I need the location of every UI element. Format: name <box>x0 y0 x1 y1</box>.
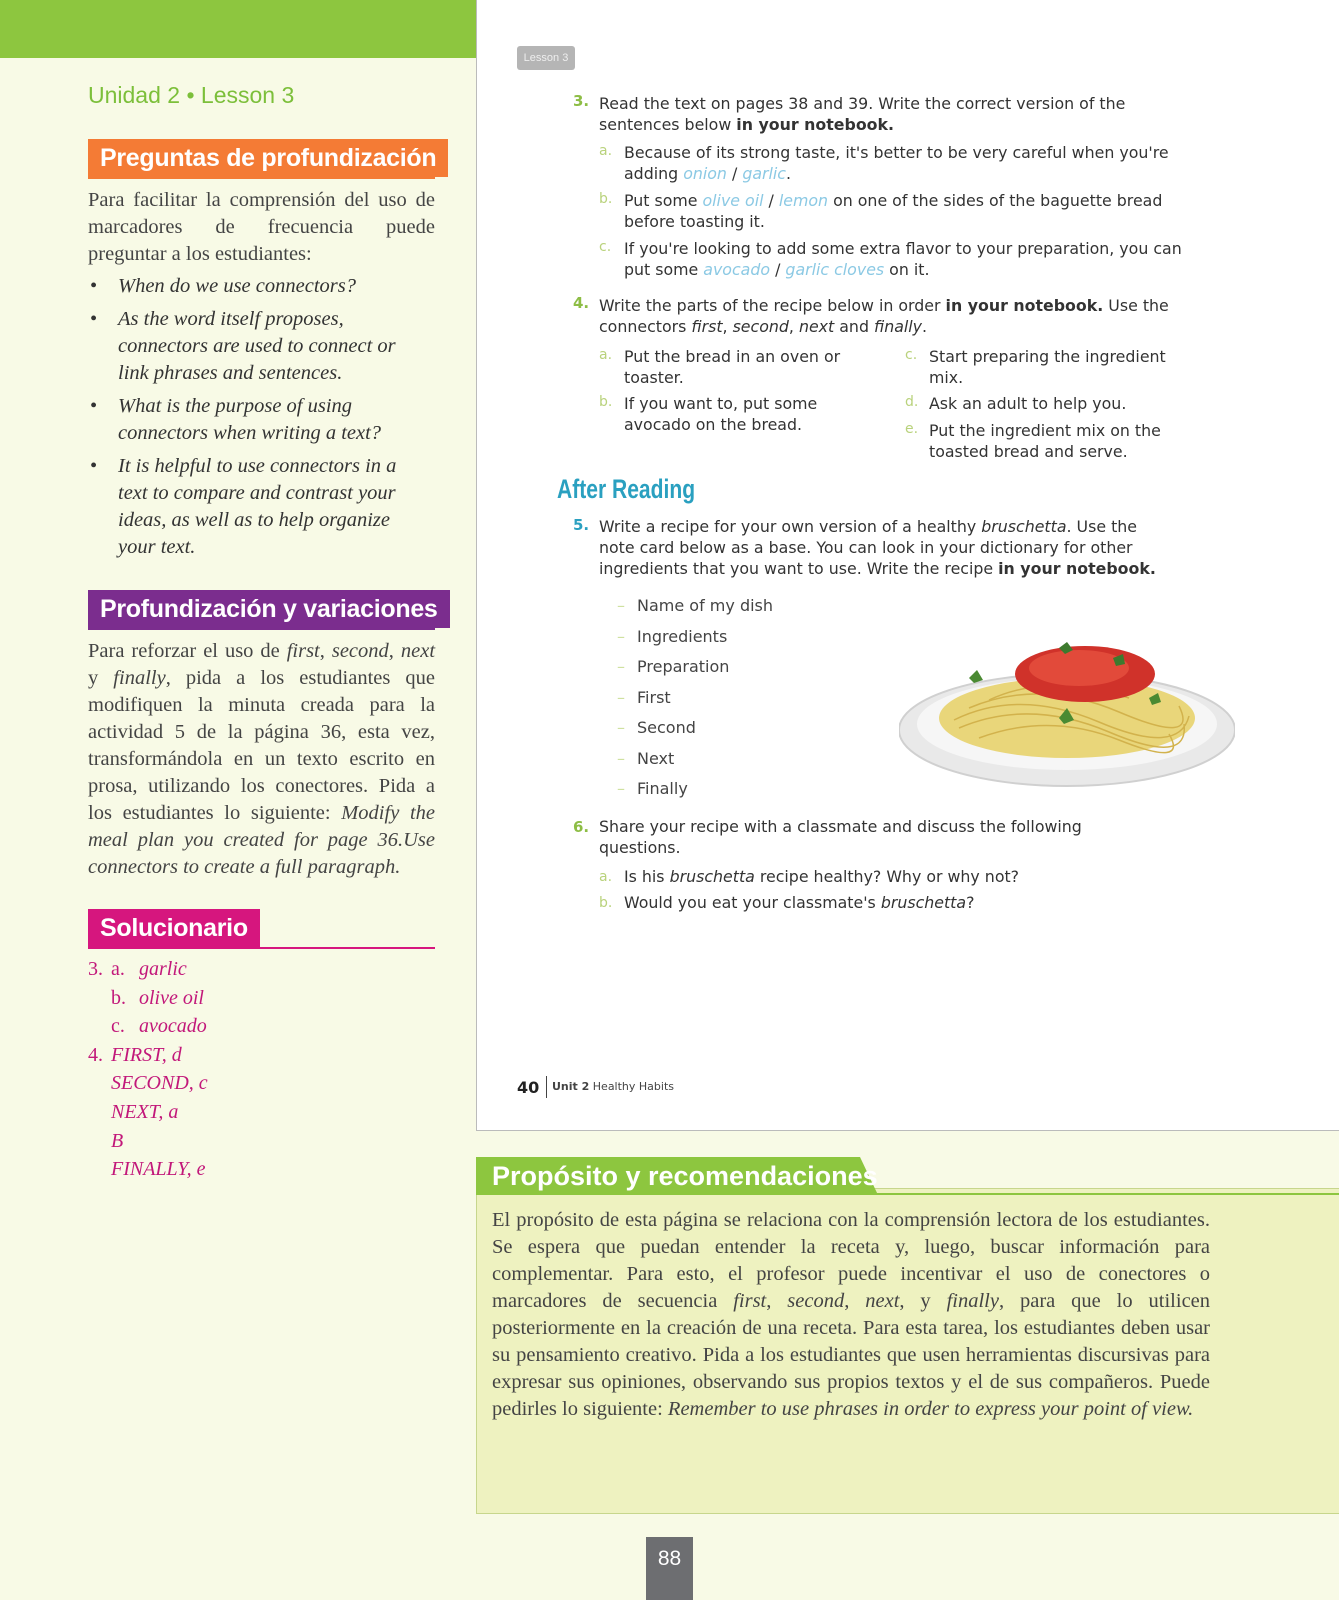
bold-text: in your notebook. <box>736 115 895 134</box>
exercise-5-instruction <box>599 516 1159 579</box>
connector-word: finally <box>113 667 166 689</box>
text-run: , pida a los estudiantes que modifiquen la minuta creada para la actividad 5 de la página 36, esta vez, transformándola en un texto escrito en prosa, utilizando los conectores. Pida a los estudiantes lo siguiente: <box>88 667 435 824</box>
text-run: recipe healthy? Why or why not? <box>754 867 1020 886</box>
answer-text: olive oil <box>139 986 204 1009</box>
exercise-number: 4. <box>573 294 590 312</box>
option-word: avocado <box>703 260 771 279</box>
answer-row <box>88 1127 208 1156</box>
solucionario-heading: Solucionario <box>88 909 260 947</box>
answer-row <box>88 1012 208 1041</box>
dish-name: bruschetta <box>669 867 755 886</box>
footer-title: Healthy Habits <box>592 1080 675 1093</box>
option-word: olive oil <box>702 191 764 210</box>
proposito-paragraph: El propósito de esta página se relaciona con la comprensión lectora de los estudiantes. Se espera que puedan entender la receta y, luego, buscar información para complementar. Para esto, el profesor puede incentivar el uso de conectores o marcadores de secuencia first, second, next, y finally, para que lo utilicen posteriormente en la creación de una receta. Para esta tarea, los estudiantes deben usar su pensamiento creativo. Pida a los estudiantes que usen herramientas discursivas para expresar sus opiniones, observando sus propios textos y el de sus compañeros. Puede pedirles lo siguiente: Remember to use phrases in order to express your point of view. <box>492 1209 1211 1420</box>
profundizacion-text <box>88 638 435 881</box>
answer-text: FIRST, d <box>111 1043 182 1066</box>
answer-row <box>88 1155 208 1184</box>
connector-word: first <box>691 317 723 336</box>
text-run: Read the text on pages 38 and 39. Write the correct version of the sentences below <box>599 94 1126 134</box>
exercise-3c: If you're looking to add some extra flavor to your preparation, you can put some avocado / garlic cloves on it. <box>624 239 1182 279</box>
preguntas-list <box>88 273 428 567</box>
exercise-6-instruction: Share your recipe with a classmate and discuss the following questions. <box>599 817 1082 857</box>
exercise-number: 5. <box>573 516 590 534</box>
list-item: – Finally <box>637 779 773 810</box>
option-word: garlic cloves <box>785 260 885 279</box>
connector-word: next <box>400 640 436 662</box>
text-run: Because of its strong taste, it's better to be very careful when you're adding <box>624 143 1169 183</box>
answer-row <box>88 955 208 984</box>
exercise-3b: Put some olive oil / lemon on one of the sides of the baguette bread before toasting it. <box>624 191 1163 231</box>
dish-name: bruschetta <box>880 893 967 912</box>
connector-word: second <box>732 317 789 336</box>
list-item: – First <box>637 688 773 719</box>
preguntas-intro <box>88 187 435 268</box>
connector-word: second <box>787 1290 845 1312</box>
option-word: onion <box>683 164 727 183</box>
text-run: , para que lo utilicen posteriormente en la creación de una receta. Para esta tarea, los estudiantes deben usar su pensamiento creativo. Pida a los estudiantes que usen herramientas discursivas para expresar sus opiniones, observando sus propios textos y el de sus compañeros. Puede pedirles lo siguiente: <box>492 1290 1211 1420</box>
exercise-number: 6. <box>573 818 590 836</box>
item-letter: d. <box>905 394 919 410</box>
list-item: • As the word itself proposes, connectors are used to connect or link phrases and sentences. <box>88 306 428 387</box>
profundizacion-heading: Profundización y variaciones <box>88 590 450 628</box>
text-run: Para reforzar el uso de <box>88 640 287 662</box>
proposito-heading: Propósito y recomendaciones <box>492 1161 878 1191</box>
text-run: and <box>834 317 874 336</box>
exercise-4c: Start preparing the ingredient mix. <box>929 347 1166 387</box>
connector-word: second <box>331 640 389 662</box>
profundizacion-paragraph: Para reforzar el uso de first, second, next y finally, pida a los estudiantes que modifiquen la minuta creada para la actividad 5 de la página 36, esta vez, transformándola en un texto escrito en prosa, utilizando los conectores. Pida a los estudiantes lo siguiente: Modify the meal plan you created for page 36.Use connectors to create a full paragraph. <box>88 640 436 878</box>
connector-word: first <box>733 1290 767 1312</box>
exercise-6b <box>624 892 1169 913</box>
prompt-text: Modify the meal plan you created for page 36.Use connectors to create a full paragraph. <box>88 802 435 878</box>
exercise-number: 3. <box>573 92 590 110</box>
answer-row <box>88 1098 208 1127</box>
footer-unit: Unit 2 <box>552 1080 590 1093</box>
text-run: If you're looking to add some extra flavor to your preparation, you can put some <box>624 239 1182 279</box>
proposito-text <box>492 1207 1210 1423</box>
exercise-4e: Put the ingredient mix on the toasted bread and serve. <box>929 421 1161 461</box>
footer-divider <box>546 1076 547 1098</box>
connector-word: next <box>865 1290 900 1312</box>
text-run: Use the connectors <box>599 296 1169 336</box>
exercise-4a: Put the bread in an oven or toaster. <box>624 347 841 387</box>
option-word: lemon <box>778 191 829 210</box>
book-footer <box>552 1080 674 1093</box>
question-number: 3. <box>88 958 103 980</box>
answer-text: NEXT, a <box>111 1100 179 1123</box>
text-run: on one of the sides of the baguette bread before toasting it. <box>624 191 1163 231</box>
answer-text: FINALLY, e <box>111 1158 206 1181</box>
text-run: El propósito de esta página se relaciona con la comprensión lectora de los estudiantes. Se espera que puedan entender la receta y, luego, buscar información para complementar. Para esto, el profesor puede incentivar el uso de conectores o marcadores de secuencia <box>492 1209 1210 1312</box>
exercise-3a: Because of its strong taste, it's better to be very careful when you're adding onion / garlic. <box>624 143 1169 183</box>
connector-word: finally <box>874 317 923 336</box>
list-item: • What is the purpose of using connectors when writing a text? <box>88 393 428 447</box>
answer-letter: c. <box>111 1015 125 1038</box>
answer-letter: a. <box>111 958 125 980</box>
item-letter: c. <box>599 239 612 255</box>
item-letter: a. <box>599 869 613 885</box>
answer-text: SECOND, c <box>111 1072 208 1095</box>
answer-text: B <box>111 1129 124 1152</box>
item-letter: b. <box>599 895 613 911</box>
text-run: Put some <box>624 191 703 210</box>
exercise-4b: If you want to, put some avocado on the bread. <box>624 394 818 434</box>
answer-row <box>88 1069 208 1098</box>
answer-row <box>88 984 208 1013</box>
exercise-6a <box>624 866 1169 887</box>
item-letter: c. <box>905 347 918 363</box>
text-run: Would you eat your classmate's <box>624 893 881 912</box>
answer-letter: b. <box>111 986 126 1009</box>
answer-text: avocado <box>139 1015 207 1038</box>
item-letter: a. <box>599 143 613 159</box>
connector-word: next <box>798 317 835 336</box>
exercise-4-instruction: Write the parts of the recipe below in order in your notebook. Use the connectors first, second, next and finally. <box>599 296 1169 336</box>
question-number: 4. <box>88 1043 103 1066</box>
text-run: Write the parts of the recipe below in order <box>599 296 946 315</box>
item-letter: b. <box>599 191 613 207</box>
list-item: • It is helpful to use connectors in a text to compare and contrast your ideas, as well as to help organize your text. <box>88 453 428 561</box>
connector-word: first <box>286 640 320 662</box>
list-item: – Preparation <box>637 657 773 688</box>
item-letter: a. <box>599 347 613 363</box>
text-run: y <box>88 667 114 689</box>
list-item: – Name of my dish <box>637 596 773 627</box>
preguntas-intro-text: Para facilitar la comprensión del uso de marcadores de frecuencia puede preguntar a los estudiantes: <box>88 189 435 265</box>
note-card-list <box>637 596 773 810</box>
option-word: garlic <box>742 164 786 183</box>
list-item: – Ingredients <box>637 627 773 658</box>
textbook-page <box>476 0 1339 1131</box>
profundizacion-rule <box>88 628 435 630</box>
unit-title: Unidad 2 • Lesson 3 <box>88 82 295 108</box>
item-letter: e. <box>905 421 919 437</box>
answer-text: garlic <box>139 958 187 980</box>
list-item: – Second <box>637 718 773 749</box>
solucionario-rule <box>88 947 435 949</box>
exercise-4d: Ask an adult to help you. <box>929 394 1127 413</box>
bold-text: in your notebook. <box>945 296 1104 315</box>
bold-text: in your notebook. <box>998 559 1156 578</box>
text-run: Is his <box>624 867 670 886</box>
text-run: ? <box>966 893 975 912</box>
answer-row <box>88 1041 208 1070</box>
preguntas-heading: Preguntas de profundización <box>88 139 448 177</box>
top-green-bar <box>0 0 476 58</box>
lesson-tab: Lesson 3 <box>517 46 575 70</box>
proposito-rule <box>866 1193 1339 1195</box>
prompt-text: Remember to use phrases in order to express your point of view. <box>667 1398 1194 1420</box>
text-run: . Use the note card below as a base. You can look in your dictionary for other ingredients that you want to use. Write the recipe <box>599 517 1137 578</box>
text-run: Write a recipe for your own version of a healthy <box>599 517 982 536</box>
text-run: , y <box>899 1290 947 1312</box>
book-page-number: 40 <box>517 1078 540 1097</box>
answer-key <box>88 955 208 1184</box>
text-run: on it. <box>884 260 930 279</box>
list-item: • When do we use connectors? <box>88 273 428 300</box>
preguntas-rule <box>88 177 435 179</box>
dish-name: bruschetta <box>981 517 1067 536</box>
spaghetti-plate-image <box>899 628 1235 788</box>
list-item: – Next <box>637 749 773 780</box>
page-number: 88 <box>646 1537 693 1600</box>
item-letter: b. <box>599 394 613 410</box>
exercise-3-instruction <box>599 93 1159 135</box>
connector-word: finally <box>946 1290 999 1312</box>
after-reading-heading: After Reading <box>557 474 696 504</box>
